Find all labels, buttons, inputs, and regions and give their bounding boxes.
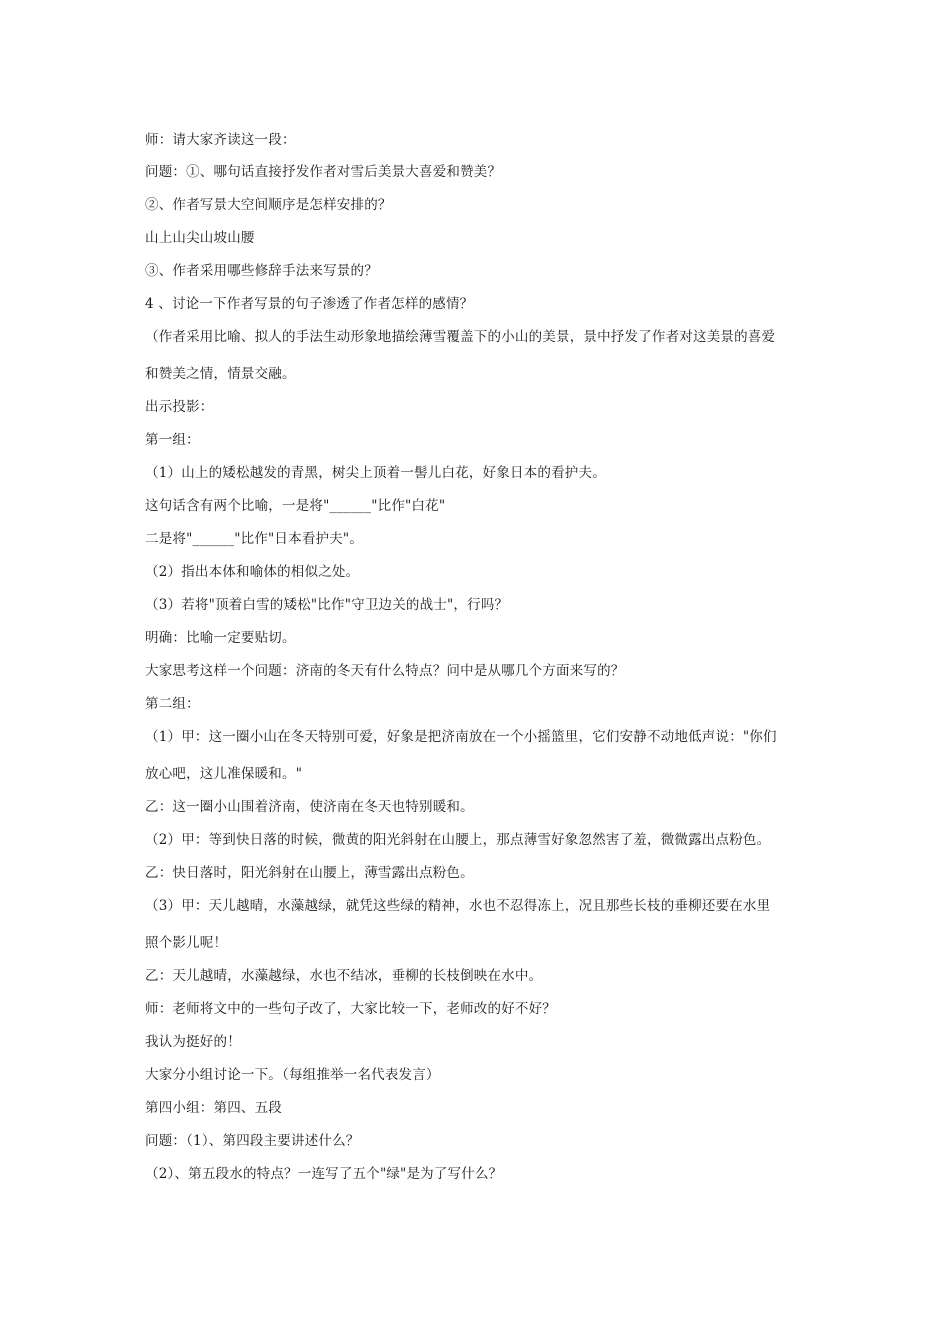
text-line: 大家分小组讨论一下。（每组推举一名代表发言） — [145, 1067, 440, 1083]
text-line: 出示投影： — [145, 399, 214, 415]
text-line: 照个影儿呢！ — [145, 935, 228, 951]
text-line: 乙：这一圈小山围着济南，使济南在冬天也特别暖和。 — [145, 799, 474, 815]
text-line: （作者采用比喻、拟人的手法生动形象地描绘薄雪覆盖下的小山的美景，景中抒发了作者对这美景的喜爱 — [145, 329, 776, 345]
text-line: 大家思考这样一个问题：济南的冬天有什么特点？问中是从哪几个方面来写的？ — [145, 663, 625, 679]
text-line: （2）甲：等到快日落的时候，微黄的阳光斜射在山腰上，那点薄雪好象忽然害了羞，微微露出点粉色。 — [145, 832, 771, 848]
text-line: ③、作者采用哪些修辞手法来写景的？ — [145, 263, 378, 279]
text-line: 乙：快日落时，阳光斜射在山腰上，薄雪露出点粉色。 — [145, 865, 474, 881]
text-line: 放心吧，这儿准保暖和。" — [145, 766, 303, 782]
text-line: 师：请大家齐读这一段： — [145, 132, 296, 148]
text-line: 明确：比喻一定要贴切。 — [145, 630, 296, 646]
text-line: （1）山上的矮松越发的青黑，树尖上顶着一髻儿白花，好象日本的看护夫。 — [145, 465, 606, 481]
text-line: （3）甲：天儿越晴，水藻越绿，就凭这些绿的精神，水也不忍得冻上，况且那些长枝的垂柳还要在水里 — [145, 898, 771, 914]
text-line: 我认为挺好的！ — [145, 1034, 241, 1050]
text-line: 师：老师将文中的一些句子改了，大家比较一下，老师改的好不好？ — [145, 1001, 556, 1017]
text-line: （1）甲：这一圈小山在冬天特别可爱，好象是把济南放在一个小摇篮里，它们安静不动地低声说："你们 — [145, 729, 777, 745]
text-line: 4 、讨论一下作者写景的句子渗透了作者怎样的感情？ — [145, 296, 474, 312]
text-line: 第四小组：第四、五段 — [145, 1100, 282, 1116]
text-line: （3）若将"顶着白雪的矮松"比作"守卫边关的战士"，行吗？ — [145, 597, 509, 613]
text-line: 乙：天儿越晴，水藻越绿，水也不结冰，垂柳的长枝倒映在水中。 — [145, 968, 543, 984]
text-line: 问题：①、哪句话直接抒发作者对雪后美景大喜爱和赞美？ — [145, 164, 502, 180]
text-line: （2）、第五段水的特点？一连写了五个"绿"是为了写什么？ — [145, 1166, 503, 1182]
text-line: （2）指出本体和喻体的相似之处。 — [145, 564, 360, 580]
text-line: ②、作者写景大空间顺序是怎样安排的？ — [145, 197, 392, 213]
text-line: 第一组： — [145, 432, 200, 448]
text-line: 二是将"______"比作"日本看护夫"。 — [145, 531, 364, 547]
text-line: 和赞美之情，情景交融。 — [145, 366, 296, 382]
text-line: 问题：（1）、第四段主要讲述什么？ — [145, 1133, 360, 1149]
text-line: 山上山尖山坡山腰 — [145, 230, 255, 246]
text-line: 这句话含有两个比喻，一是将"______"比作"白花" — [145, 498, 446, 514]
text-line: 第二组： — [145, 696, 200, 712]
